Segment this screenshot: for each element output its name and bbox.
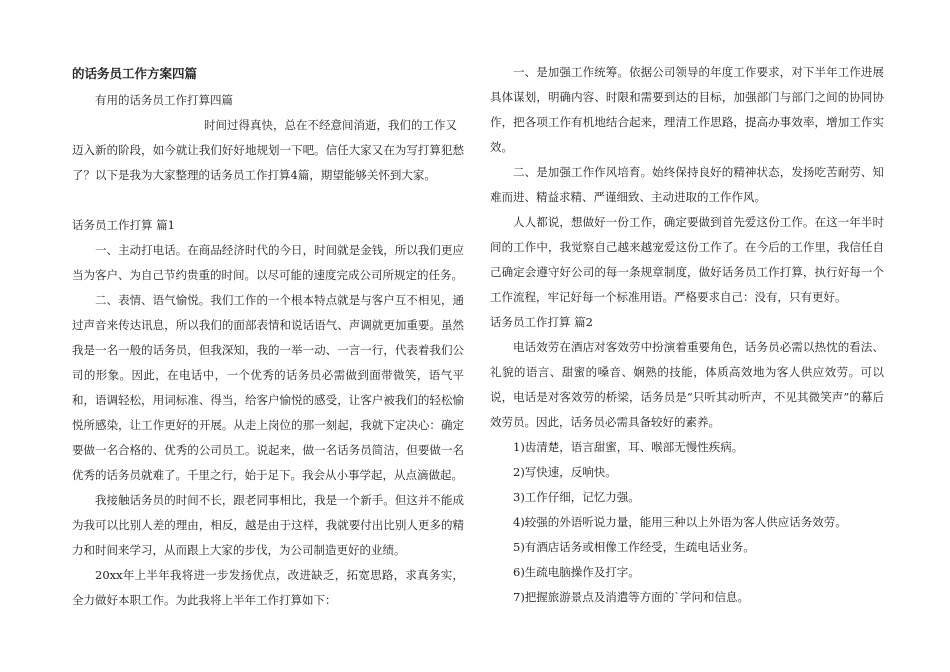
- list-item: 1)齿清楚，语言甜蜜，耳、喉部无慢性疾病。: [513, 440, 744, 454]
- section1-paragraph-1: 一、主动打电话。在商品经济时代的今日，时间就是金钱，所以我们更应当为客户、为自己节约贵重的时间。以尽可能的速度完成公司所规定的任务。: [72, 243, 464, 282]
- list-item: 7)把握旅游景点及消遣等方面的`学问和信息。: [513, 590, 750, 604]
- section1-paragraph-4: 20xx年上半年我将进一步发扬优点，改进缺乏，拓宽思路，求真务实，全力做好本职工作。为此我将上半年工作打算如下：: [72, 568, 464, 607]
- list-item: 2)写快速，反响快。: [513, 465, 617, 479]
- list-item: 5)有酒店话务或相像工作经受，生疏电话业务。: [513, 540, 755, 554]
- section1-right-paragraph-1: 一、是加强工作统筹。依据公司领导的年度工作要求，对下半年工作进展具体谋划，明确内容、时限和需要到达的目标，加强部门与部门之间的协同协作，把各项工作有机地结合起来，理清工作思路，提高办事效率，增加工作实效。: [490, 65, 884, 154]
- spacer: [72, 188, 464, 213]
- list-item: 6)生疏电脑操作及打字。: [513, 565, 640, 579]
- intro-paragraph: 迈入新的阶段，如今就让我们好好地规划一下吧。信任大家又在为写打算犯愁了？以下是我为大家整理的话务员工作打算4篇，期望能够关怀到大家。: [72, 143, 464, 182]
- right-column: [490, 60, 884, 610]
- section1-paragraph-3: 我接触话务员的时间不长，跟老同事相比，我是一个新手。但这并不能成为我可以比别人差的理由，相反，越是由于这样，我就要付出比别人更多的精力和时间来学习，从而跟上大家的步伐，为公司制造更好的业绩。: [72, 493, 464, 557]
- section1-right-paragraph-2: 二、是加强工作作风培育。始终保持良好的精神状态，发扬吃苦耐劳、知难而进、精益求精、严谨细致、主动进取的工作作风。: [490, 165, 884, 204]
- left-column: [72, 60, 464, 613]
- list-item: 3)工作仔细，记忆力强。: [513, 490, 640, 504]
- intro-line-1: 时间过得真快，总在不经意间消逝，我们的工作又: [204, 118, 457, 132]
- section1-paragraph-2: 二、表情、语气愉悦。我们工作的一个根本特点就是与客户互不相见，通过声音来传达讯息，所以我们的面部表情和说话语气、声调就更加重要。虽然我是一名一般的话务员，但我深知，我的一举一动、一言一行，代表着我们公司的形象。因此，在电话中，一个优秀的话务员必需做到面带微笑，语气平和，语调轻松，用词标准、得当，给客户愉悦的感受，让客户被我们的轻松愉悦所感染，让工作更好的开展。从走上岗位的那一刻起，我就下定决心：确定要做一名合格的、优秀的公司员工。说起来，做一名话务员简洁，但要做一名优秀的话务员就难了。千里之行，始于足下。我会从小事学起，从点滴做起。: [72, 293, 464, 482]
- section2-heading: 话务员工作打算 篇2: [490, 315, 593, 329]
- document-title: 的话务员工作方案四篇: [72, 66, 198, 81]
- section2-paragraph: 电话效劳在酒店对客效劳中扮演着重要角色，话务员必需以热忱的看法、礼貌的语言、甜蜜的嗓音、娴熟的技能，体质高效地为客人供应效劳。可以说，电话是对客效劳的桥梁，话务员是“只听其动听声，不见其微笑声”的幕后效劳员。因此，话务员必需具备较好的素养。: [490, 340, 884, 429]
- list-item: 4)较强的外语听说力量，能用三种以上外语为客人供应话务效劳。: [513, 515, 847, 529]
- document-subtitle: 有用的话务员工作打算四篇: [95, 93, 233, 107]
- section1-right-paragraph-3: 人人都说，想做好一份工作，确定要做到首先爱这份工作。在这一年半时间的工作中，我觉察自己越来越宠爱这份工作了。在今后的工作里，我信任自己确定会遵守好公司的每一条规章制度，做好话务员工作打算，执行好每一个工作流程，牢记好每一个标准用语。严格要求自己：没有，只有更好。: [490, 215, 884, 304]
- section1-heading: 话务员工作打算 篇1: [72, 218, 175, 232]
